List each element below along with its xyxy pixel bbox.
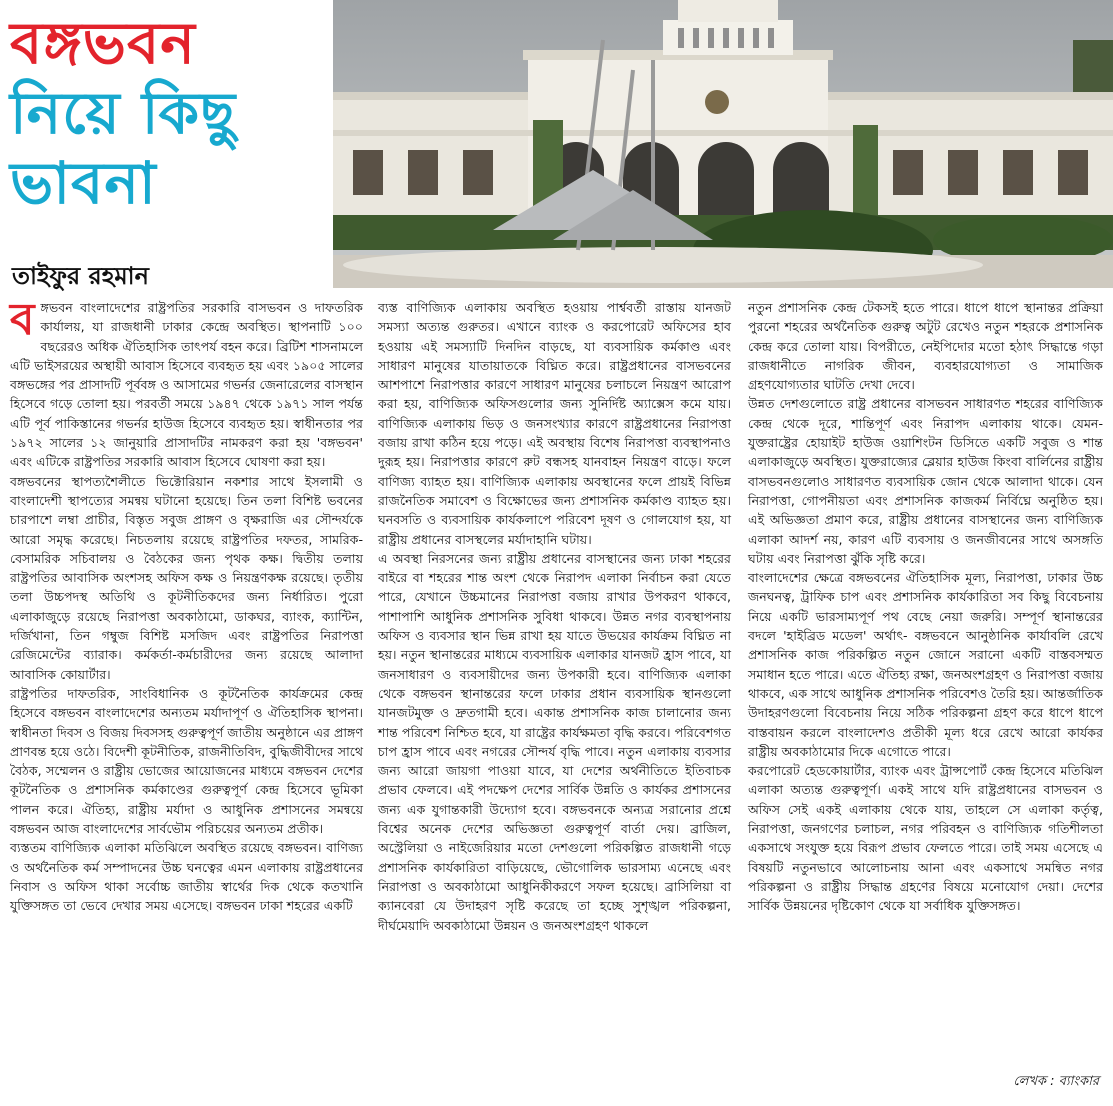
paragraph: ব্যস্ত বাণিজ্যিক এলাকায় অবস্থিত হওয়ায় পার্শ্ববর্তী রাস্তায় যানজট সমস্যা অত্যন্ত গুরুতর। এখানে ব্যাংক ও করপোরেট অফিসের হাব হওয়ায় এই সমস্যাটি দিনদিন বাড়ছে, যা ব্যবসায়িক কর্মকাণ্ড এবং সাধারণ মানুষের যাতায়াতকে বিঘ্নিত করে। রাষ্ট্রপ্রধানের বাসভবনের আশপাশে নিরাপত্তার কারণে সাধারণ মানুষের চলাচলে নিয়ন্ত্রণ আরোপ করা হয়, বাণিজ্যিক অফিসগুলোর জন্য সুনির্দিষ্ট অ্যাক্সেস কমে যায়। বাণিজ্যিক এলাকায় ভিড় ও জনসংখ্যার কারণে রাষ্ট্রপ্রধানের নিরাপত্তা বজায় রাখা কঠিন হয়ে পড়ে। এই অবস্থায় বিশেষ নিরাপত্তা ব্যবস্থাপনাও দুরূহ হয়। নিরাপত্তার কারণে রুট বন্ধসহ যানবাহন নিয়ন্ত্রণ বাড়ে। ফলে বাণিজ্য ব্যাহত হয়। বাণিজ্যিক এলাকায় অবস্থানের ফলে প্রায়ই বিভিন্ন রাজনৈতিক সমাবেশ ও বিক্ষোভের জন্য প্রশাসনিক কর্মকাণ্ড ব্যাহত হয়। ঘনবসতি ও ব্যবসায়িক কার্যকলাপে পরিবেশ দূষণ ও গোলযোগ হয়, যা রাষ্ট্রীয় প্রধানের বাসস্থলের মর্যাদাহানি ঘটায়। bbox=[378, 300, 731, 547]
article-title bbox=[10, 8, 330, 218]
article-column-3 bbox=[748, 298, 1103, 916]
paragraph: রাষ্ট্রপতির দাফতরিক, সাংবিধানিক ও কূটনৈতিক কার্যক্রমের কেন্দ্র হিসেবে বঙ্গভবন বাংলাদেশের অন্যতম মর্যাদাপূর্ণ ও ঐতিহাসিক স্থাপনা। স্বাধীনতা দিবস ও বিজয় দিবসসহ গুরুত্বপূর্ণ জাতীয় অনুষ্ঠানে এর প্রাঙ্গণ প্রাণবন্ত হয়ে ওঠে। বিদেশী কূটনীতিক, রাজনীতিবিদ, বুদ্ধিজীবীদের সাথে বৈঠক, সম্মেলন ও রাষ্ট্রীয় ভোজের আয়োজনের মাধ্যমে বঙ্গভবন দেশের কূটনৈতিক ও প্রশাসনিক কর্মকাণ্ডের গুরুত্বপূর্ণ কেন্দ্র হিসেবে ভূমিকা পালন করে। ঐতিহ্য, রাষ্ট্রীয় মর্যাদা ও আধুনিক প্রশাসনের সমন্বয়ে বঙ্গভবন আজ বাংলাদেশের সার্বভৌম পরিচয়ের অন্যতম প্রতীক। bbox=[10, 685, 363, 837]
paragraph: ব্যস্ততম বাণিজ্যিক এলাকা মতিঝিলে অবস্থিত রয়েছে বঙ্গভবন। বাণিজ্য ও অর্থনৈতিক কর্ম সম্পাদনের উচ্চ ঘনত্বের এমন এলাকায় রাষ্ট্রপ্রধানের নিবাস ও অফিস থাকা সর্বোচ্চ জাতীয় স্বার্থের দিক থেকে কতখানি যুক্তিসঙ্গত তা ভেবে দেখার সময় এসেছে। বঙ্গভবন ঢাকা শহরের একটি bbox=[10, 840, 363, 914]
article-column-2 bbox=[378, 298, 731, 935]
paragraph: এ অবস্থা নিরসনের জন্য রাষ্ট্রীয় প্রধানের বাসস্থানের জন্য ঢাকা শহরের বাইরে বা শহরের শান্ত অংশ থেকে নিরাপদ এলাকা নির্বাচন করা যেতে পারে, যেখানে উচ্চমানের নিরাপত্তা বজায় রাখার উপকরণ থাকবে, পাশাপাশি আধুনিক প্রশাসনিক সুবিধা থাকবে। উন্নত নগর ব্যবস্থাপনায় অফিস ও ব্যবসার স্থান ভিন্ন রাখা হয় যাতে উভয়ের কার্যক্রম বিঘ্নিত না হয়। নতুন স্থানান্তরের মাধ্যমে ব্যবসায়িক এলাকার যানজট হ্রাস পাবে, যা জনসাধারণ ও ব্যবসায়ীদের জন্য উপকারী হবে। বাণিজ্যিক এলাকা থেকে বঙ্গভবন স্থানান্তরের ফলে ঢাকার প্রধান ব্যবসায়িক স্থানগুলো যানজটমুক্ত ও দ্রুতগামী হবে। একান্ত প্রশাসনিক কাজ চালানোর জন্য শান্ত পরিবেশ নিশ্চিত হবে, যা রাষ্ট্রের কার্যক্ষমতা বৃদ্ধি করবে। পরিবেশগত চাপ হ্রাস পাবে এবং নগরের সৌন্দর্য বৃদ্ধি পাবে। নতুন এলাকায় ব্যবসার জন্য আরো জায়গা পাওয়া যাবে, যা দেশের অর্থনীতিতে ইতিবাচক প্রভাব ফেলবে। এই পদক্ষেপ দেশের সার্বিক উন্নতি ও কার্যকর প্রশাসনের জন্য এক যুগান্তকারী উদ্যোগ হবে। বঙ্গভবনকে অন্যত্র সরানোর প্রশ্নে বিশ্বের অনেক দেশের অভিজ্ঞতা গুরুত্বপূর্ণ বার্তা দেয়। ব্রাজিল, অস্ট্রেলিয়া ও নাইজেরিয়ার মতো দেশগুলো পরিকল্পিত রাজধানী গড়ে প্রশাসনিক কার্যকারিতা বাড়িয়েছে, ভৌগোলিক ভারসাম্য এনেছে এবং নিরাপত্তা ও অবকাঠামো আধুনিকীকরণে সফল হয়েছে। ব্রাসিলিয়া বা ক্যানবেরা যে উদাহরণ সৃষ্টি করেছে তা হচ্ছে সুশৃঙ্খল পরিকল্পনা, দীর্ঘমেয়াদি অবকাঠামো উন্নয়ন ও জনঅংশগ্রহণ থাকলে bbox=[378, 550, 731, 933]
bangabhaban-photo bbox=[333, 0, 1113, 288]
lead-text: ঙ্গভবন বাংলাদেশের রাষ্ট্রপতির সরকারি বাসভবন ও দাফতরিক কার্যালয়, যা রাজধানী ঢাকার কেন্দ্রে অবস্থিত। স্থাপনাটি ১০০ বছরেরও অধিক ঐতিহাসিক তাৎপর্য বহন করে। ব্রিটিশ শাসনামলে এটি ভাইসরয়ের অস্থায়ী আবাস হিসেবে ব্যবহৃত হয় এবং ১৯০৫ সালের বঙ্গভঙ্গের পর প্রাসাদটি পূর্ববঙ্গ ও আসামের গভর্নর জেনারেলের বাসস্থান হিসেবে গড়ে তোলা হয়। পরবর্তী সময়ে ১৯৪৭ থেকে ১৯৭১ সাল পর্যন্ত এটি পূর্ব পাকিস্তানের গভর্নর হাউজ হিসেবে ব্যবহৃত হয়। স্বাধীনতার পর ১৯৭২ সালের ১২ জানুয়ারি প্রাসাদটির নামকরণ করা হয় 'বঙ্গভবন' এবং এটিকে রাষ্ট্রপতির সরকারি আবাস হিসেবে ঘোষণা করা হয়। bbox=[10, 300, 363, 470]
author-name: তাইফুর রহমান bbox=[12, 262, 149, 290]
paragraph: করপোরেট হেডকোয়ার্টার, ব্যাংক এবং ট্রান্সপোর্ট কেন্দ্র হিসেবে মতিঝিল এলাকা অত্যন্ত গুরুত্বপূর্ণ। একই সাথে যদি রাষ্ট্রপ্রধানের বাসভবন ও অফিস সেই একই এলাকায় থেকে যায়, তাহলে সে এলাকা কর্তৃত্ব, নিরাপত্তা, জনগণের চলাচল, নগর পরিবহন ও বাণিজ্যিক গতিশীলতা একসাথে সংযুক্ত হয়ে বিরূপ প্রভাব ফেলতে পারে। তাই সময় এসেছে এ বিষয়টি নতুনভাবে আলোচনায় আনা এবং একসাথে সমন্বিত নগর পরিকল্পনা ও রাষ্ট্রীয় সিদ্ধান্ত গ্রহণের বিষয়ে মনোযোগ দেয়া। দেশের সার্বিক উন্নয়নের দৃষ্টিকোণ থেকে যা সর্বাধিক যুক্তিসঙ্গত। bbox=[748, 763, 1103, 914]
title-line-1: বঙ্গভবন bbox=[10, 9, 196, 77]
drop-cap: ব bbox=[10, 294, 35, 345]
paragraph: উন্নত দেশগুলোতে রাষ্ট্র প্রধানের বাসভবন সাধারণত শহরের বাণিজ্যিক কেন্দ্র থেকে দূরে, শান্তিপূর্ণ এবং নিরাপদ এলাকায় থাকে। যেমন- যুক্তরাষ্ট্রের হোয়াইট হাউজ ওয়াশিংটন ডিসিতে একটি সবুজ ও শান্ত এলাকাজুড়ে অবস্থিত। যুক্তরাজ্যের ব্লেয়ার হাউজ কিংবা বার্লিনের রাষ্ট্রীয় বাসভবনগুলোও সাধারণত ব্যবসায়িক জোন থেকে আলাদা থাকে। যেন নিরাপত্তা, গোপনীয়তা এবং প্রশাসনিক কাজকর্ম নির্বিঘ্নে অনুষ্ঠিত হয়। এই অভিজ্ঞতা প্রমাণ করে, রাষ্ট্রীয় প্রধানের বাসস্থানের জন্য বাণিজ্যিক এলাকা আদর্শ নয়, কারণ এটি ব্যবসায় ও জনজীবনের সাথে অসঙ্গতি ঘটায় এবং নিরাপত্তা ঝুঁকি সৃষ্টি করে। bbox=[748, 396, 1103, 566]
paragraph: নতুন প্রশাসনিক কেন্দ্র টেকসই হতে পারে। ধাপে ধাপে স্থানান্তর প্রক্রিয়া পুরনো শহরের অর্থনৈতিক গুরুত্ব অটুট রেখেও নতুন শহরকে প্রশাসনিক কেন্দ্র করে তোলা যায়। বিপরীতে, নেইপিদোর মতো হঠাৎ সিদ্ধান্তে গড়া রাজধানীতে নাগরিক জীবন, ব্যবহারযোগ্যতা ও সামাজিক গ্রহণযোগ্যতার ঘাটতি দেখা দেবে। bbox=[748, 300, 1103, 393]
paragraph bbox=[10, 294, 363, 472]
title-line-2: নিয়ে কিছু bbox=[10, 79, 237, 147]
paragraph: বঙ্গভবনের স্থাপত্যশৈলীতে ভিক্টোরিয়ান নকশার সাথে ইসলামী ও বাংলাদেশী স্থাপত্যের সমন্বয় ঘটানো হয়েছে। তিন তলা বিশিষ্ট ভবনের চারপাশে লম্বা প্রাচীর, বিস্তৃত সবুজ প্রাঙ্গণ ও বৃক্ষরাজি এর সৌন্দর্যকে আরো সমৃদ্ধ করেছে। নিচতলায় রয়েছে রাষ্ট্রপতির দফতর, সামরিক-বেসামরিক সচিবালয় ও বৈঠকের জন্য পৃথক কক্ষ। দ্বিতীয় তলায় রাষ্ট্রপতির আবাসিক অংশসহ অফিস কক্ষ ও নিয়ন্ত্রণকক্ষ রয়েছে। তৃতীয় তলা উচ্চপদস্থ অতিথি ও কূটনীতিকদের জন্য নির্ধারিত। পুরো এলাকাজুড়ে রয়েছে নিরাপত্তা অবকাঠামো, ডাকঘর, ব্যাংক, ক্যান্টিন, দর্জিখানা, তিন গম্বুজ বিশিষ্ট মসজিদ এবং রাষ্ট্রপতির নিরাপত্তা রেজিমেন্টের ব্যারাক। কর্মকর্তা-কর্মচারীদের জন্য রয়েছে আলাদা আবাসিক কোয়ার্টার। bbox=[10, 473, 363, 682]
article-column-1 bbox=[10, 294, 363, 916]
title-line-3: ভাবনা bbox=[10, 149, 157, 217]
paragraph: বাংলাদেশের ক্ষেত্রে বঙ্গভবনের ঐতিহাসিক মূল্য, নিরাপত্তা, ঢাকার উচ্চ জনঘনত্ব, ট্রাফিক চাপ এবং প্রশাসনিক কার্যকারিতা সব কিছু বিবেচনায় নিয়ে একটি ভারসাম্যপূর্ণ পথ বেছে নেয়া জরুরি। সম্পূর্ণ স্থানান্তরের বদলে 'হাইব্রিড মডেল' অর্থাৎ- বঙ্গভবনে আনুষ্ঠানিক কার্যাবলি রেখে প্রশাসনিক কাজ পরিকল্পিত নতুন জোনে সরানো একটি বাস্তবসম্মত সমাধান হতে পারে। এতে ঐতিহ্য রক্ষা, জনঅংশগ্রহণ ও নিরাপত্তা বজায় থাকবে, এক সাথে আধুনিক প্রশাসনিক পরিবেশও তৈরি হয়। আন্তর্জাতিক উদাহরণগুলো বিবেচনায় নিয়ে সঠিক পরিকল্পনা গ্রহণ করে ধাপে ধাপে বাস্তবায়ন করলে বাংলাদেশও প্রতীকী মূল্য ধরে রেখে আরো কার্যকর রাষ্ট্রীয় অবকাঠামোর দিকে এগোতে পারে। bbox=[748, 570, 1103, 759]
writer-byline: লেখক : ব্যাংকার bbox=[1013, 1074, 1099, 1089]
